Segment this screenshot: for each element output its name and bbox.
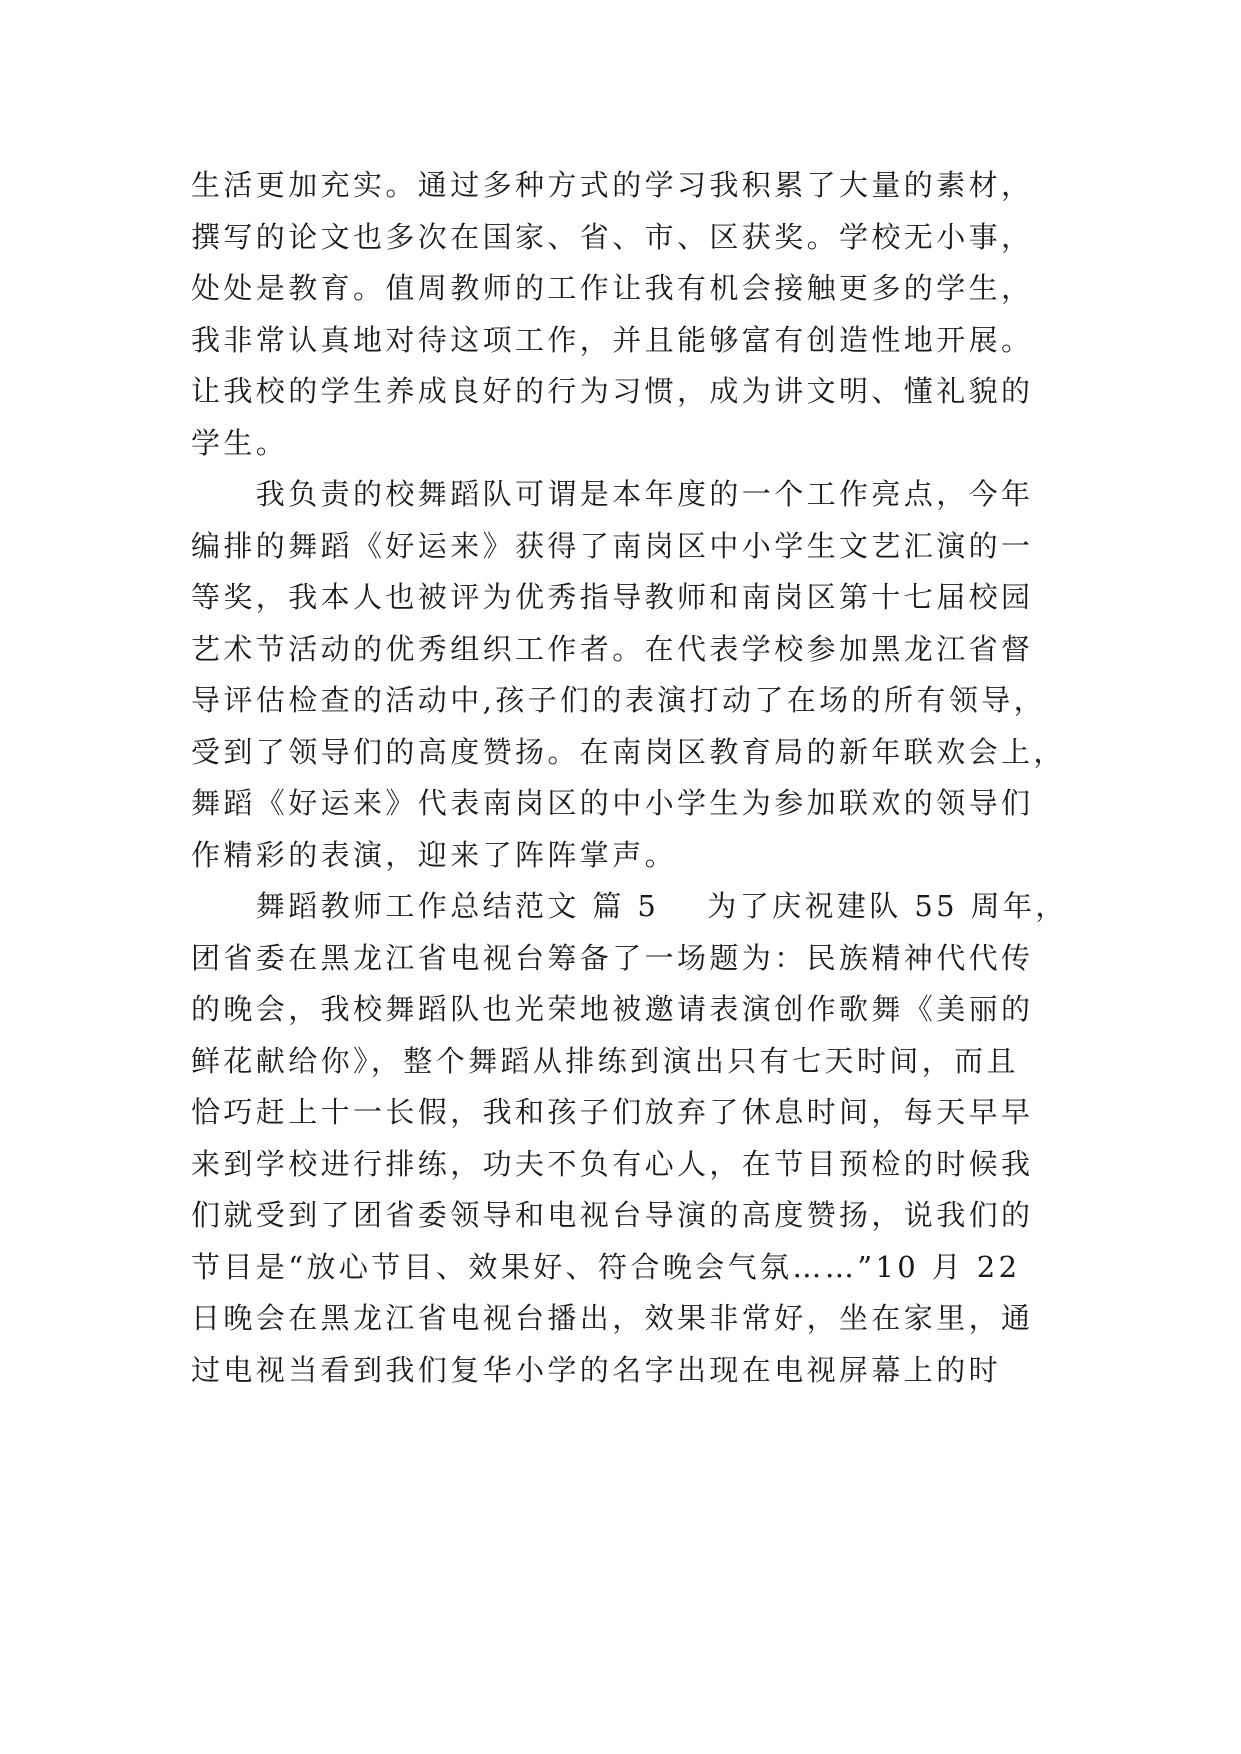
text-line: 的晚会，我校舞蹈队也光荣地被邀请表演创作歌舞《美丽的 <box>191 992 1034 1026</box>
section-heading-line <box>191 881 1071 933</box>
text-line: 编排的舞蹈《好运来》获得了南岗区中小学生文艺汇演的一 <box>191 528 1034 563</box>
text-line: 日晚会在黑龙江省电视台播出，效果非常好，坐在家里，通 <box>191 1301 1034 1335</box>
body-text <box>191 160 1071 1396</box>
text-line: 来到学校进行排练，功夫不负有心人，在节目预检的时候我 <box>191 1146 1034 1181</box>
section-heading: 舞蹈教师工作总结范文 篇 5 <box>191 889 660 923</box>
text-line: 受到了领导们的高度赞扬。在南岗区教育局的新年联欢会上， <box>191 734 1066 769</box>
text-line: 学生。 <box>191 425 289 460</box>
text-line: 生活更加充实。通过多种方式的学习我积累了大量的素材， <box>191 168 1034 202</box>
text-line: 节目是“放心节目、效果好、符合晚会气氛……”10 月 22 <box>191 1249 1021 1284</box>
text-line: 撰写的论文也多次在国家、省、市、区获奖。学校无小事， <box>191 219 1034 254</box>
text-line: 们就受到了团省委领导和电视台导演的高度赞扬，说我们的 <box>191 1198 1034 1232</box>
text-line: 鲜花献给你》，整个舞蹈从排练到演出只有七天时间，而且 <box>191 1043 1019 1078</box>
text-line: 团省委在黑龙江省电视台筹备了一场题为：民族精神代代传 <box>191 940 1034 975</box>
text-line: 导评估检查的活动中,孩子们的表演打动了在场的所有领导， <box>191 683 1047 717</box>
text-line: 过电视当看到我们复华小学的名字出现在电视屏幕上的时 <box>191 1352 1002 1387</box>
text-line: 让我校的学生养成良好的行为习惯，成为讲文明、懂礼貌的 <box>191 374 1034 408</box>
text-line: 恰巧赶上十一长假，我和孩子们放弃了休息时间，每天早早 <box>191 1095 1034 1129</box>
section-heading-tail: 为了庆祝建队 55 周年， <box>707 889 1068 923</box>
text-line: 处处是教育。值周教师的工作让我有机会接触更多的学生， <box>191 271 1034 305</box>
text-line: 作精彩的表演，迎来了阵阵掌声。 <box>191 837 678 872</box>
text-line: 艺术节活动的优秀组织工作者。在代表学校参加黑龙江省督 <box>191 631 1034 666</box>
text-line: 等奖，我本人也被评为优秀指导教师和南岗区第十七届校园 <box>191 580 1034 614</box>
paragraph-start-line: 我负责的校舞蹈队可谓是本年度的一个工作亮点，今年 <box>191 477 1034 511</box>
text-line: 舞蹈《好运来》代表南岗区的中小学生为参加联欢的领导们 <box>191 786 1034 820</box>
text-line: 我非常认真地对待这项工作，并且能够富有创造性地开展。 <box>191 322 1034 357</box>
